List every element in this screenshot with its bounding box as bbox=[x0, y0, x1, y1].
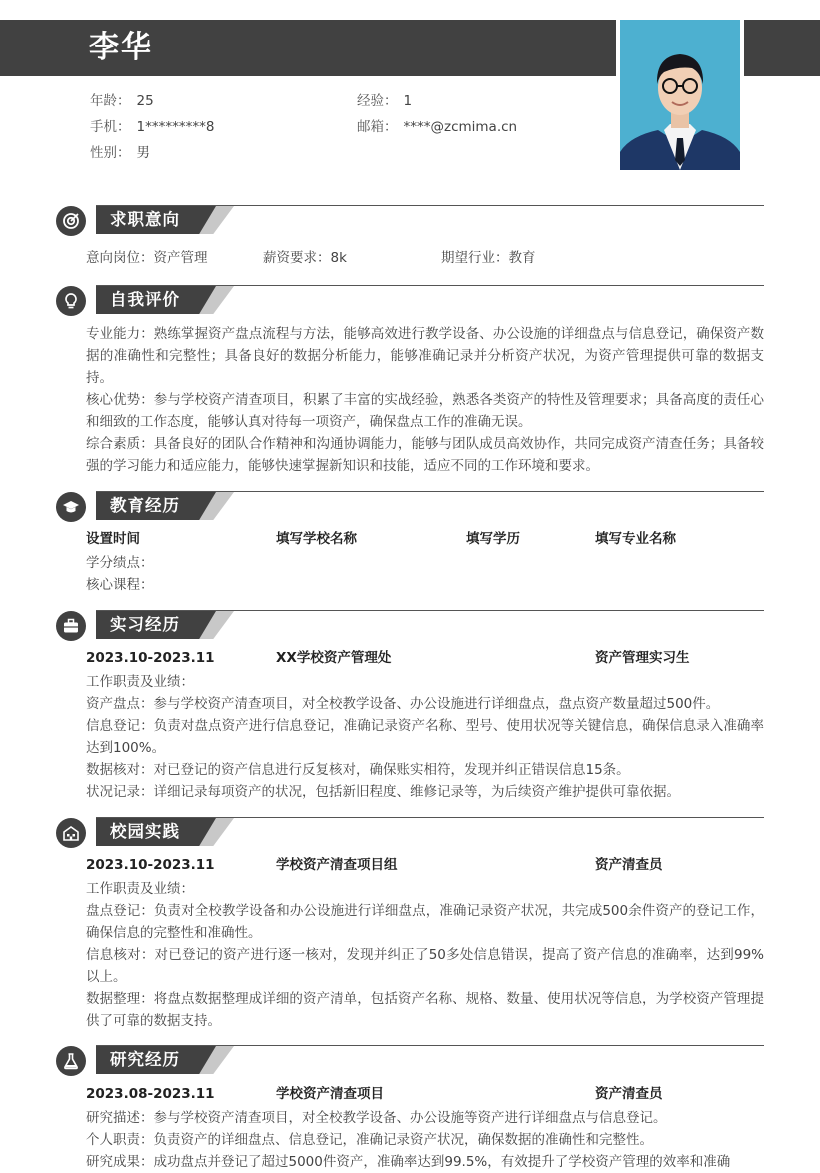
research-org: 学校资产清查项目 bbox=[276, 1086, 384, 1102]
edu-major: 填写专业名称 bbox=[595, 531, 676, 547]
graduation-cap-icon bbox=[56, 492, 86, 522]
section-title: 自我评价 bbox=[110, 290, 180, 309]
building-icon bbox=[56, 818, 86, 848]
flask-icon bbox=[56, 1046, 86, 1076]
section-internship bbox=[56, 610, 764, 642]
edu-school: 填写学校名称 bbox=[276, 531, 357, 547]
campus-line: 信息核对：对已登记的资产进行逐一核对，发现并纠正了50多处信息错误，提高了资产信息的准确率，达到99%以上。 bbox=[86, 947, 764, 985]
campus-line: 数据整理：将盘点数据整理成详细的资产清单，包括资产名称、规格、数量、使用状况等信息，为学校资产管理提供了可靠的数据支持。 bbox=[86, 991, 764, 1029]
intern-date: 2023.10-2023.11 bbox=[86, 650, 215, 666]
edu-courses: 核心课程： bbox=[86, 577, 154, 593]
intern-line: 数据核对：对已登记的资产信息进行反复核对，确保账实相符，发现并纠正错误信息15条。 bbox=[86, 762, 630, 778]
intern-line: 资产盘点：参与学校资产清查项目，对全校教学设备、办公设施进行详细盘点，盘点资产数量超过500件。 bbox=[86, 696, 720, 712]
self-eval-paragraph: 专业能力：熟练掌握资产盘点流程与方法，能够高效进行教学设备、办公设施的详细盘点与信息登记，确保资产数据的准确性和完整性；具备良好的数据分析能力，能够准确记录并分析资产状况，为资产管理提供可靠的数据支持。 bbox=[86, 326, 764, 386]
salary-expectation: 薪资要求：8k bbox=[263, 250, 347, 266]
section-education bbox=[56, 491, 764, 523]
desired-industry: 期望行业：教育 bbox=[441, 250, 536, 266]
experience-field: 经验： 1 bbox=[357, 93, 413, 109]
research-line: 个人职责：负责资产的详细盘点、信息登记，准确记录资产状况，确保数据的准确性和完整性。 bbox=[86, 1132, 653, 1148]
self-eval-paragraph: 核心优势：参与学校资产清查项目，积累了丰富的实战经验，熟悉各类资产的特性及管理要求；具备高度的责任心和细致的工作态度，能够认真对待每一项资产，确保盘点工作的准确无误。 bbox=[86, 392, 764, 430]
campus-date: 2023.10-2023.11 bbox=[86, 857, 215, 873]
email-field: 邮箱： ****@zcmima.cn bbox=[357, 119, 518, 135]
section-title: 求职意向 bbox=[110, 210, 180, 229]
intern-org: XX学校资产管理处 bbox=[276, 650, 392, 666]
section-title: 实习经历 bbox=[110, 615, 180, 634]
self-eval-paragraph: 综合素质：具备良好的团队合作精神和沟通协调能力，能够与团队成员高效协作，共同完成资产清查任务；具备较强的学习能力和适应能力，能够快速掌握新知识和技能，适应不同的工作环境和要求。 bbox=[86, 436, 764, 474]
section-campus-practice bbox=[56, 817, 764, 849]
campus-org: 学校资产清查项目组 bbox=[276, 857, 398, 873]
header-bar-right bbox=[744, 20, 820, 76]
target-icon bbox=[56, 206, 86, 236]
edu-time: 设置时间 bbox=[86, 531, 140, 547]
edu-degree: 填写学历 bbox=[466, 531, 520, 547]
campus-role: 资产清查员 bbox=[595, 857, 663, 873]
candidate-name: 李华 bbox=[89, 30, 153, 65]
section-title: 研究经历 bbox=[110, 1050, 180, 1069]
section-title: 校园实践 bbox=[110, 822, 180, 841]
research-role: 资产清查员 bbox=[595, 1086, 663, 1102]
age-field: 年龄： 25 bbox=[90, 93, 154, 109]
section-title: 教育经历 bbox=[110, 496, 180, 515]
research-line: 研究成果：成功盘点并登记了超过5000件资产，准确率达到99.5%，有效提升了学校资产管理的效率和准确 bbox=[86, 1154, 731, 1170]
intern-line: 状况记录：详细记录每项资产的状况，包括新旧程度、维修记录等，为后续资产维护提供可靠依据。 bbox=[86, 784, 680, 800]
campus-line: 工作职责及业绩： bbox=[86, 881, 194, 897]
research-line: 研究描述：参与学校资产清查项目，对全校教学设备、办公设施等资产进行详细盘点与信息登记。 bbox=[86, 1110, 667, 1126]
research-date: 2023.08-2023.11 bbox=[86, 1086, 215, 1102]
lightbulb-icon bbox=[56, 286, 86, 316]
campus-line: 盘点登记：负责对全校教学设备和办公设施进行详细盘点，准确记录资产状况，共完成500余件资产的登记工作，确保信息的完整性和准确性。 bbox=[86, 903, 764, 941]
phone-field: 手机： 1*********8 bbox=[90, 119, 215, 135]
profile-photo bbox=[620, 20, 740, 170]
intern-role: 资产管理实习生 bbox=[595, 650, 690, 666]
gender-field: 性别： 男 bbox=[90, 145, 150, 161]
intern-line: 信息登记：负责对盘点资产进行信息登记，准确记录资产名称、型号、使用状况等关键信息，确保信息录入准确率达到100%。 bbox=[86, 718, 764, 756]
section-research bbox=[56, 1045, 764, 1077]
section-job-intent bbox=[56, 205, 764, 237]
briefcase-icon bbox=[56, 611, 86, 641]
intern-line: 工作职责及业绩： bbox=[86, 674, 194, 690]
desired-position: 意向岗位：资产管理 bbox=[86, 250, 208, 266]
section-self-evaluation bbox=[56, 285, 764, 317]
edu-gpa: 学分绩点： bbox=[86, 555, 154, 571]
